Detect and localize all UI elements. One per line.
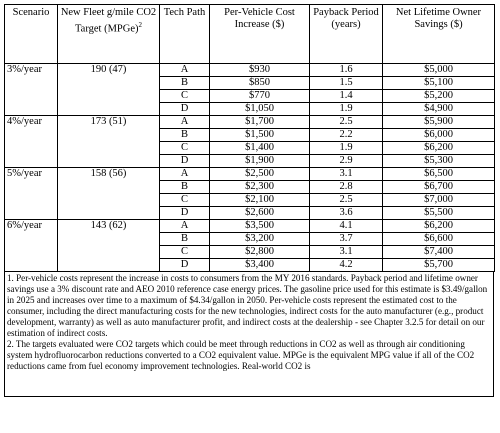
- header-cost-increase: Per-Vehicle Cost Increase ($): [210, 5, 310, 64]
- table-row: [5, 116, 495, 129]
- target-cell: [58, 246, 160, 259]
- scenario-cell: [5, 207, 58, 220]
- cost-cell: $1,500: [210, 129, 310, 142]
- savings-cell: $5,900: [383, 116, 495, 129]
- table-row: [5, 155, 495, 168]
- header-co2-target: [58, 5, 160, 64]
- scenario-cell: [5, 233, 58, 246]
- cost-cell: $3,500: [210, 220, 310, 233]
- payback-cell: 4.1: [310, 220, 383, 233]
- tech-path-cell: A: [160, 64, 210, 77]
- target-cell: [58, 259, 160, 272]
- target-cell: [58, 233, 160, 246]
- cost-cell: $1,400: [210, 142, 310, 155]
- scenario-cell: [5, 246, 58, 259]
- payback-cell: 3.1: [310, 168, 383, 181]
- table-row: [5, 90, 495, 103]
- table-row: [5, 207, 495, 220]
- header-co2-target-footnote: 2: [138, 21, 142, 29]
- scenario-cell: [5, 103, 58, 116]
- scenario-cell: [5, 77, 58, 90]
- cost-cell: $3,400: [210, 259, 310, 272]
- table-row: [5, 64, 495, 77]
- target-cell: [58, 129, 160, 142]
- payback-cell: 1.5: [310, 77, 383, 90]
- tech-path-cell: B: [160, 181, 210, 194]
- scenario-cell: [5, 181, 58, 194]
- tech-path-cell: C: [160, 194, 210, 207]
- savings-cell: $7,400: [383, 246, 495, 259]
- table-row: [5, 77, 495, 90]
- scenario-cell: [5, 129, 58, 142]
- table-body: [5, 64, 495, 272]
- table-row: [5, 259, 495, 272]
- payback-cell: 1.6: [310, 64, 383, 77]
- tech-path-cell: D: [160, 155, 210, 168]
- savings-cell: $6,200: [383, 220, 495, 233]
- tech-path-cell: B: [160, 77, 210, 90]
- payback-cell: 3.1: [310, 246, 383, 259]
- scenario-cell: 3%/year: [5, 64, 58, 77]
- scenario-cell: [5, 155, 58, 168]
- scenario-cell: 5%/year: [5, 168, 58, 181]
- footnote-1: 1. Per-vehicle costs represent the increase in costs to consumers from the MY 2016 standards. Payback period and lifetime owner savings use a 3% discount rate and AEO 2010 reference case energy prices. The gasoline price used for this estimate is $3.49/gallon in 2025 and increases over time to a maximum of $4.34/gallon in 2050. Per-vehicle costs represent the estimated cost to the consumer, including the direct manufacturing costs for the new technologies, indirect costs for the auto manufacturer (e.g., product development, warranty) as well as auto manufacturer profit, and indirect costs at the dealership - see Chapter 3.2.5 for detail on our estimation of indirect costs.: [7, 273, 488, 338]
- savings-cell: $5,700: [383, 259, 495, 272]
- target-cell: [58, 155, 160, 168]
- cost-cell: $770: [210, 90, 310, 103]
- payback-cell: 2.2: [310, 129, 383, 142]
- scenario-cell: [5, 259, 58, 272]
- cost-cell: $850: [210, 77, 310, 90]
- savings-cell: $5,000: [383, 64, 495, 77]
- tech-path-cell: B: [160, 129, 210, 142]
- savings-cell: $7,000: [383, 194, 495, 207]
- table-row: [5, 142, 495, 155]
- scenario-cell: 4%/year: [5, 116, 58, 129]
- header-lifetime-savings: Net Lifetime Owner Savings ($): [383, 5, 495, 64]
- payback-cell: 2.5: [310, 116, 383, 129]
- scenario-cell: 6%/year: [5, 220, 58, 233]
- tech-path-cell: A: [160, 116, 210, 129]
- table-row: [5, 246, 495, 259]
- target-cell: 173 (51): [58, 116, 160, 129]
- savings-cell: $5,200: [383, 90, 495, 103]
- savings-cell: $5,500: [383, 207, 495, 220]
- payback-cell: 3.7: [310, 233, 383, 246]
- payback-cell: 2.9: [310, 155, 383, 168]
- savings-cell: $6,700: [383, 181, 495, 194]
- payback-cell: 2.8: [310, 181, 383, 194]
- cost-cell: $1,050: [210, 103, 310, 116]
- savings-cell: $5,300: [383, 155, 495, 168]
- tech-path-cell: D: [160, 103, 210, 116]
- tech-path-cell: A: [160, 220, 210, 233]
- header-co2-target-text: New Fleet g/mile CO2 Target (MPGe): [60, 7, 157, 35]
- cost-payback-table: [4, 4, 495, 272]
- cost-cell: $930: [210, 64, 310, 77]
- tech-path-cell: C: [160, 142, 210, 155]
- payback-cell: 1.4: [310, 90, 383, 103]
- tech-path-cell: D: [160, 207, 210, 220]
- payback-cell: 2.5: [310, 194, 383, 207]
- table-row: [5, 181, 495, 194]
- payback-cell: 4.2: [310, 259, 383, 272]
- header-scenario: Scenario: [5, 5, 58, 64]
- cost-cell: $1,900: [210, 155, 310, 168]
- document: [4, 4, 494, 397]
- cost-cell: $1,700: [210, 116, 310, 129]
- header-payback-period: Payback Period (years): [310, 5, 383, 64]
- cost-cell: $2,600: [210, 207, 310, 220]
- tech-path-cell: A: [160, 168, 210, 181]
- scenario-cell: [5, 90, 58, 103]
- cost-cell: $3,200: [210, 233, 310, 246]
- savings-cell: $4,900: [383, 103, 495, 116]
- payback-cell: 1.9: [310, 142, 383, 155]
- footnote-2: 2. The targets evaluated were CO2 targets which could be meet through reductions in CO2 as well as through air conditioning system hydrofluorocarbon reductions converted to a CO2 equivalent value. MPGe is the equivalent MPG value if all of the CO2 reductions came from fuel economy improvement technologies. Real-world CO2 is: [7, 339, 475, 371]
- footnotes: [4, 272, 494, 397]
- target-cell: 190 (47): [58, 64, 160, 77]
- table-row: [5, 220, 495, 233]
- savings-cell: $6,200: [383, 142, 495, 155]
- target-cell: [58, 142, 160, 155]
- target-cell: 158 (56): [58, 168, 160, 181]
- target-cell: [58, 103, 160, 116]
- savings-cell: $6,600: [383, 233, 495, 246]
- table-row: [5, 103, 495, 116]
- table-row: [5, 129, 495, 142]
- cost-cell: $2,300: [210, 181, 310, 194]
- tech-path-cell: C: [160, 246, 210, 259]
- payback-cell: 1.9: [310, 103, 383, 116]
- tech-path-cell: D: [160, 259, 210, 272]
- scenario-cell: [5, 194, 58, 207]
- payback-cell: 3.6: [310, 207, 383, 220]
- table-row: [5, 194, 495, 207]
- table-row: [5, 168, 495, 181]
- header-row: [5, 5, 495, 64]
- target-cell: [58, 194, 160, 207]
- cost-cell: $2,100: [210, 194, 310, 207]
- savings-cell: $5,100: [383, 77, 495, 90]
- savings-cell: $6,000: [383, 129, 495, 142]
- table-row: [5, 233, 495, 246]
- target-cell: [58, 90, 160, 103]
- cost-cell: $2,500: [210, 168, 310, 181]
- target-cell: [58, 181, 160, 194]
- target-cell: 143 (62): [58, 220, 160, 233]
- tech-path-cell: B: [160, 233, 210, 246]
- header-tech-path: Tech Path: [160, 5, 210, 64]
- target-cell: [58, 207, 160, 220]
- tech-path-cell: C: [160, 90, 210, 103]
- scenario-cell: [5, 142, 58, 155]
- savings-cell: $6,500: [383, 168, 495, 181]
- target-cell: [58, 77, 160, 90]
- cost-cell: $2,800: [210, 246, 310, 259]
